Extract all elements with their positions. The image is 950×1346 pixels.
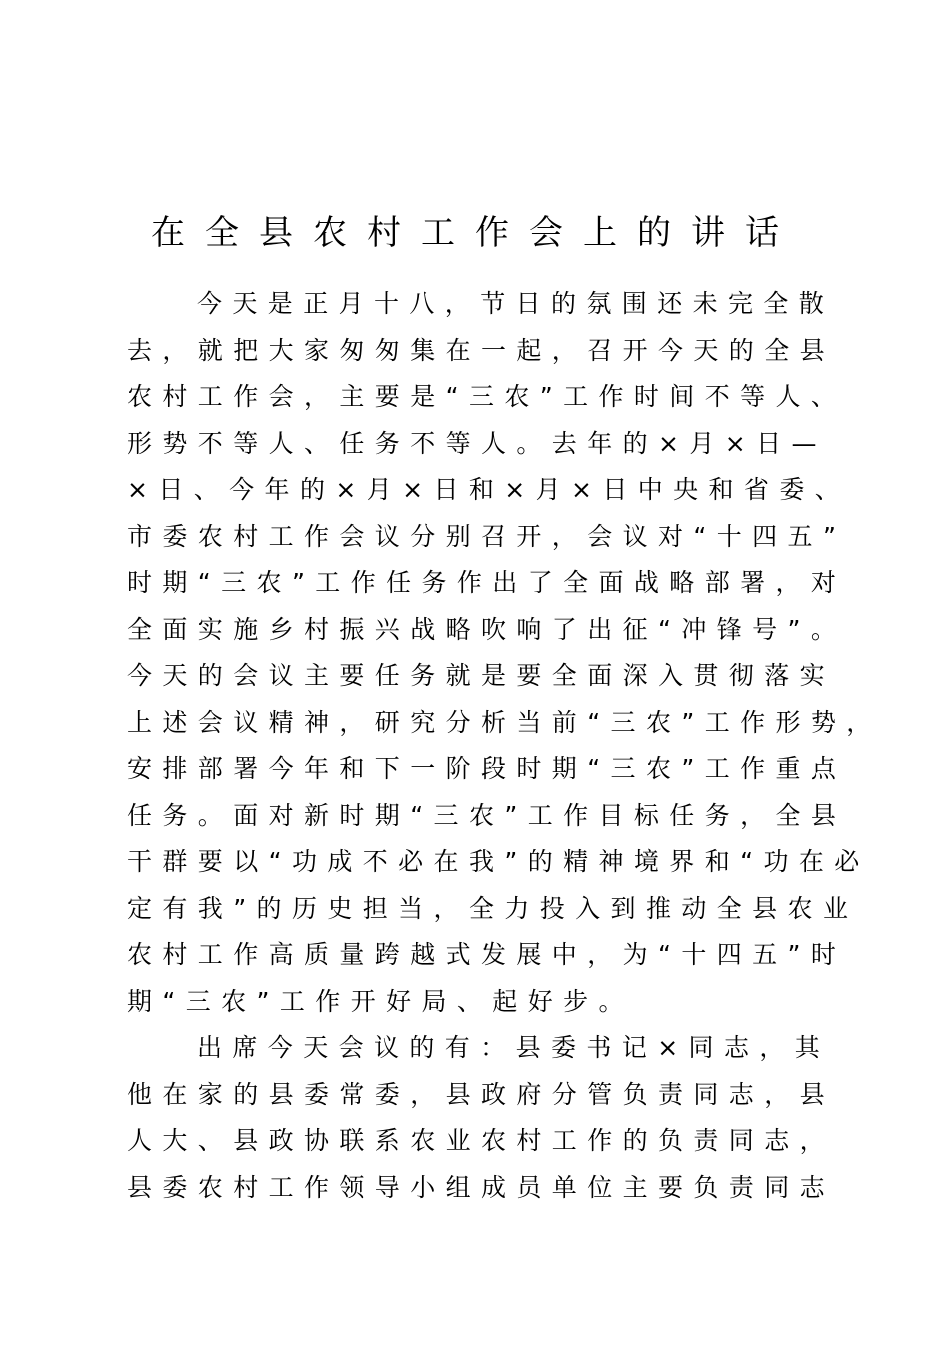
paragraph-line: 形势不等人、任务不等人。去年的×月×日— <box>127 428 827 458</box>
document-body <box>127 281 887 1211</box>
paragraph-line: 全面实施乡村振兴战略吹响了出征“冲锋号”。 <box>127 614 847 644</box>
paragraph-line: 干群要以“功成不必在我”的精神境界和“功在必 <box>127 847 870 876</box>
paragraph-line: 市委农村工作会议分别召开，会议对“十四五” <box>127 521 847 551</box>
paragraph-line: 今天是正月十八，节日的氛围还未完全散 <box>197 289 835 318</box>
paragraph-line: 县委农村工作领导小组成员单位主要负责同志 <box>127 1172 836 1202</box>
paragraph-line: 出席今天会议的有：县委书记×同志，其 <box>197 1033 831 1062</box>
paragraph-line: 农村工作高质量跨越式发展中，为“十四五”时 <box>127 940 847 969</box>
paragraph-line: 人大、县政协联系农业农村工作的负责同志， <box>127 1126 836 1155</box>
paragraph-line: 安排部署今年和下一阶段时期“三农”工作重点 <box>127 754 847 783</box>
paragraph-line: 上述会议精神，研究分析当前“三农”工作形势， <box>127 707 882 737</box>
paragraph-line: 定有我”的历史担当，全力投入到推动全县农业 <box>127 893 859 923</box>
paragraph-line: 期“三农”工作开好局、起好步。 <box>127 986 634 1016</box>
paragraph-line: ×日、今年的×月×日和×月×日中央和省委、 <box>127 475 851 504</box>
paragraph-line: 他在家的县委常委，县政府分管负责同志，县 <box>127 1079 836 1109</box>
paragraph-line: 时期“三农”工作任务作出了全面战略部署，对 <box>127 568 847 597</box>
document-title: 在全县农村工作会上的讲话 <box>151 213 799 253</box>
paragraph-line: 任务。面对新时期“三农”工作目标任务，全县 <box>127 800 847 830</box>
paragraph-line: 去，就把大家匆匆集在一起，召开今天的全县 <box>127 335 836 365</box>
paragraph-line: 今天的会议主要任务就是要全面深入贯彻落实 <box>127 661 836 690</box>
paragraph-line: 农村工作会，主要是“三农”工作时间不等人、 <box>127 382 847 411</box>
